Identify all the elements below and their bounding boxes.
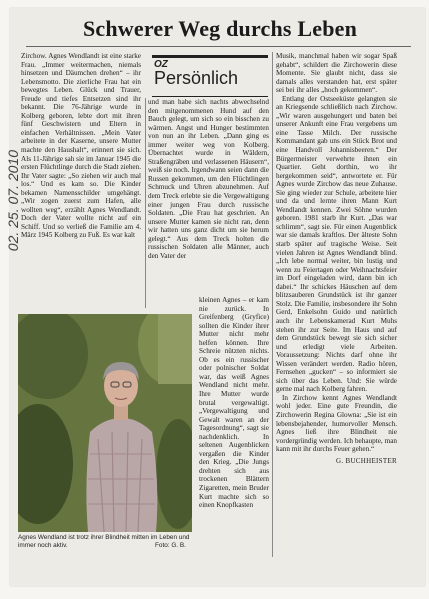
paragraph: In Zirchow kennt Agnes Wendlandt wohl jeder. Eine gute Freundin, die Zirchowerin Regina Glowna: „Sie ist ein lebensbejahender, humorvoller Mensch. Agnes ließ ihre Blindheit nie vordergründig werden. Ich behaupte, man kann mit ihr durchs Feuer gehen.“ <box>276 393 397 454</box>
portrait-photo <box>18 314 192 532</box>
column-divider <box>272 52 273 557</box>
portrait-illustration <box>18 314 192 532</box>
article-column-3 <box>276 52 397 562</box>
paragraph: Musik, manchmal haben wir sogar Spaß gehabt“, schildert die Zirchowerin diese Momente. Sie glaubt nicht, dass sie damals alles verstanden hat, erst später sei bei ihr alles „hoch gekommen“. <box>276 52 397 95</box>
article-column-2-continued <box>199 296 269 556</box>
headline-rule <box>26 46 411 47</box>
photo-caption: Agnes Wendland ist trotz ihrer Blindheit mitten im Leben und immer noch aktiv. <box>18 534 190 549</box>
section-rubric <box>152 55 268 97</box>
rubric-title: Persönlich <box>154 68 239 88</box>
paragraph: und man habe sich nachts abwechselnd den mitgenommenen Hund auf den Bauch gelegt, um sich so ein bisschen zu wärmen. Angst und Hunger bestimmten von nun an ihr Leben. „Dann ging es immer weiter weg von Kolberg. Übernachtet wurde in Wäldern, Straßengräben und verlassenen Häusern“, weiß sie noch. Irgendwann seien dann die Russen gekommen, um den Flüchtlingen Schmuck und Uhren abzunehmen. Auf dem Treck erlebte sie die Vergewaltigung einer jungen Frau durch russische Soldaten. „Die Frau hat geschrien. An unsere Mutter kamen sie nicht ran, denn wir hatten uns ganz dicht um sie herum gelegt.“ Aus dem Treck holten die russischen Soldaten alle Männer, auch den Vater der <box>148 98 269 260</box>
paragraph: Entlang der Ostseeküste gelangten sie an Kriegsende schließlich nach Zirchow. „Wir waren ausgehungert und baten bei unserer Ankunft eine Frau vergebens um eine Tasse Milch. Der russische Kommandant gab uns ein Stück Brot und eine Handvoll Johannisbeeren.“ Der Bürgermeister verwehrte ihnen ein Quartier. Geht dorthin, wo ihr hergekommen seid“, antwortete er. Für Agnes wurde Zirchow das neue Zuhause. Sie ging wieder zur Schule, arbeitete hier und da und lernte ihren Mann Kurt Wendlandt kennen. Zwei Söhne wurden geboren. 1981 starb ihr Kurt. „Das war schlimm“, sagt sie. Für einen Augenblick war sie damals kraftlos. Der älteste Sohn starb später auf tragische Weise. Seit vielen Jahren ist Agnes Wendlandt blind. „Ich lebe normal weiter, bin lustig und wenn zu Feiertagen oder Weihnachtsfeier im Dorf eingeladen wird, dann bin ich dabei.“ Ihr schickes Häuschen auf dem blitzsauberen Grundstück ist ihr ganzer Stolz. Die Familie, insbesondere ihr Sohn Gerd, Enkelsohn Guido und natürlich auch ihr Lebenskamerad Kurt Muhs stehen ihr zur Seite. Im Haus und auf dem Grundstück bewegt sie sich sicher und erledigt viele Arbeiten. Voraussetzung: Nichts darf ohne ihr Wissen verändert werden. Radio hören, Fernsehen „gucken“ – so informiert sie sich über das Leben. Und: Sie würde gerne mal nach Kolberg fahren. <box>276 94 397 394</box>
handwritten-date: 02. 25. 07. 2010 <box>5 150 21 252</box>
rubric-brand: OZ <box>154 59 168 70</box>
photo-credit: Foto: G. B. <box>155 542 186 549</box>
column-divider <box>145 98 146 308</box>
paragraph: Zirchow. Agnes Wendlandt ist eine starke Frau. „Immer weitermachen, niemals hinsetzen und Däumchen drehen“ – ihr Lebensmotto. Die zierliche Frau hat ein bewegtes Leben. Glück und Trauer, Freude und tiefes Entsetzen sind ihr bekannt. Die 76-Jährige wurde in Kolberg geboren, lebte dort mit ihren fünf Geschwistern und Eltern in einfachen Verhältnissen. „Mein Vater arbeitete in der Kaserne, unsere Mutter machte den Haushalt“, erinnert sie sich. Als 11-Jährige sah sie im Januar 1945 die ersten Flüchtlinge durch die Stadt ziehen. Ihr Vater sagte: „So ziehen wir auch mal los.“ Und es kam so. Die Kinder bekamen Namensschilder umgehängt. „Wir zogen zuerst zum Hafen, alle wollten weg“, erzählt Agnes Wendlandt. Doch der Vater wollte nicht auf ein Schiff. Und so verließ die Familie am 4. März 1945 Kolberg zu Fuß. Es war kalt <box>21 52 141 240</box>
article-column-2 <box>148 98 269 296</box>
article-column-1 <box>21 52 141 307</box>
byline: G. BUCHHEISTER <box>336 456 397 465</box>
headline: Schwerer Weg durchs Leben <box>82 16 358 41</box>
paragraph: kleinen Agnes – er kam nie zurück. In Greifenberg (Gryfice) sollten die Kinder ihrer Mutter nicht mehr helfen können. Ihre Schreie nützten nichts. Ob es ein russischer oder polnischer Soldat war, das weiß Agnes Wendland nicht mehr. Ihre Mutter wurde brutal vergewaltigt. „Vergewaltigung und Gewalt waren an der Tagesordnung“, sagt sie nachdenklich. In seltenen Augenblicken vergaßen die Kinder den Krieg. „Die Jungs drehten sich aus trockenen Blättern Zigaretten, mein Bruder Kurt machte sich so einen Knopfkasten <box>199 296 269 510</box>
